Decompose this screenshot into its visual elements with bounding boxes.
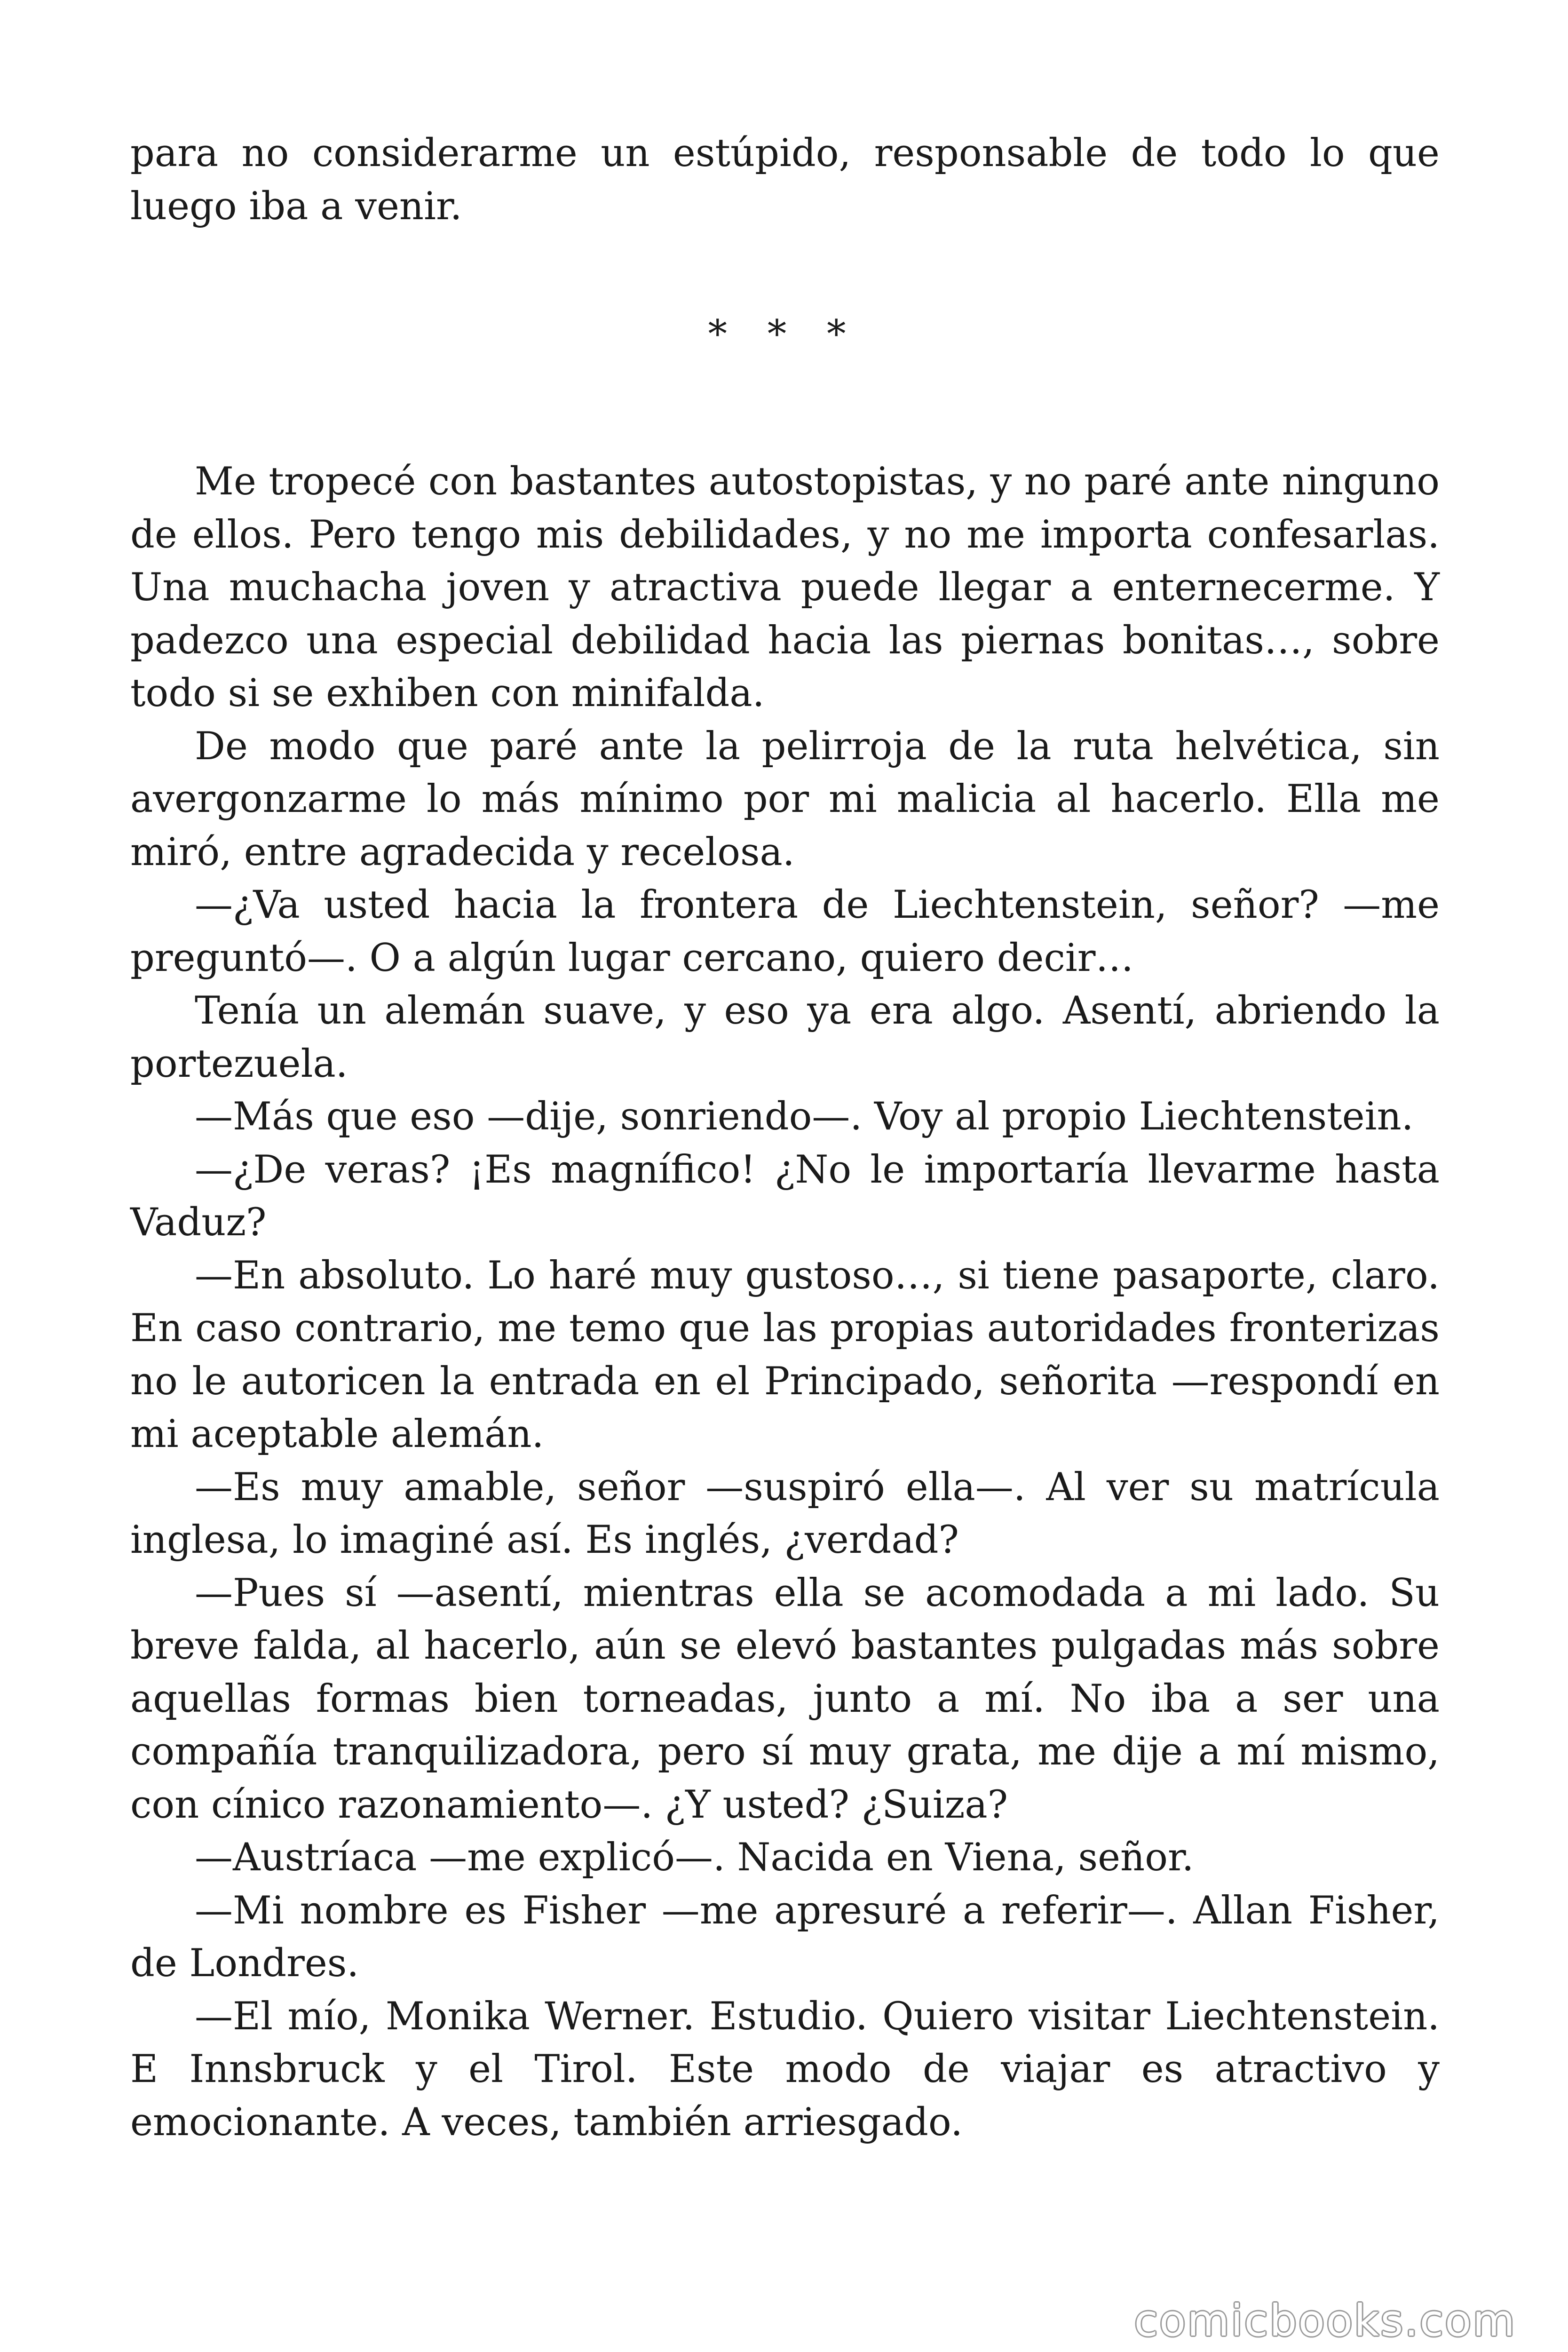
paragraph: De modo que paré ante la pelirroja de la ruta helvética, sin avergonzarme lo más mínimo por mi malicia al hacerlo. Ella me miró, entre agradecida y recelosa. [130,724,1440,874]
paragraph: —El mío, Monika Werner. Estudio. Quiero visitar Liechtenstein. E Innsbruck y el Tirol. Este modo de viajar es atractivo y emocionante. A veces, también arriesgado. [130,1994,1440,2145]
paragraph: —En absoluto. Lo haré muy gustoso…, si tiene pasaporte, claro. En caso contrario, me temo que las propias autoridades fronterizas no le autoricen la entrada en el Principado, señorita —respondí en mi aceptable alemán. [130,1253,1440,1456]
paragraph: —Pues sí —asentí, mientras ella se acomodada a mi lado. Su breve falda, al hacerlo, aún se elevó bastantes pulgadas más sobre aquellas formas bien torneadas, junto a mí. No iba a ser una compañía tranquilizadora, pero sí muy grata, me dije a mí mismo, con cínico razonamiento—. ¿Y usted? ¿Suiza? [130,1571,1440,1827]
section-separator: * * * [708,312,860,357]
paragraph: Me tropecé con bastantes autostopistas, y no paré ante ninguno de ellos. Pero tengo mis debilidades, y no me importa confesarlas. Una muchacha joven y atractiva puede llegar a enternecerme. Y padezco una especial debilidad hacia las piernas bonitas…, sobre todo si se exhiben con minifalda. [130,460,1440,715]
opening-text [130,127,1440,233]
main-text [130,455,1440,2149]
opening-paragraph: para no considerarme un estúpido, responsable de todo lo que luego iba a venir. [130,131,1440,229]
paragraph: —Mi nombre es Fisher —me apresuré a referir—. Allan Fisher, de Londres. [130,1888,1440,1986]
paragraph: Tenía un alemán suave, y eso ya era algo. Asentí, abriendo la portezuela. [130,989,1440,1086]
watermark: comicbooks.com [1134,2296,1516,2346]
paragraph: —¿Va usted hacia la frontera de Liechtenstein, señor? —me preguntó—. O a algún lugar cercano, quiero decir… [130,883,1440,980]
paragraph: —Es muy amable, señor —suspiró ella—. Al ver su matrícula inglesa, lo imaginé así. Es inglés, ¿verdad? [130,1465,1440,1562]
paragraph: —Austríaca —me explicó—. Nacida en Viena, señor. [195,1836,1194,1880]
paragraph: —¿De veras? ¡Es magnífico! ¿No le importaría llevarme hasta Vaduz? [130,1147,1440,1245]
paragraph: —Más que eso —dije, sonriendo—. Voy al propio Liechtenstein. [195,1095,1414,1139]
